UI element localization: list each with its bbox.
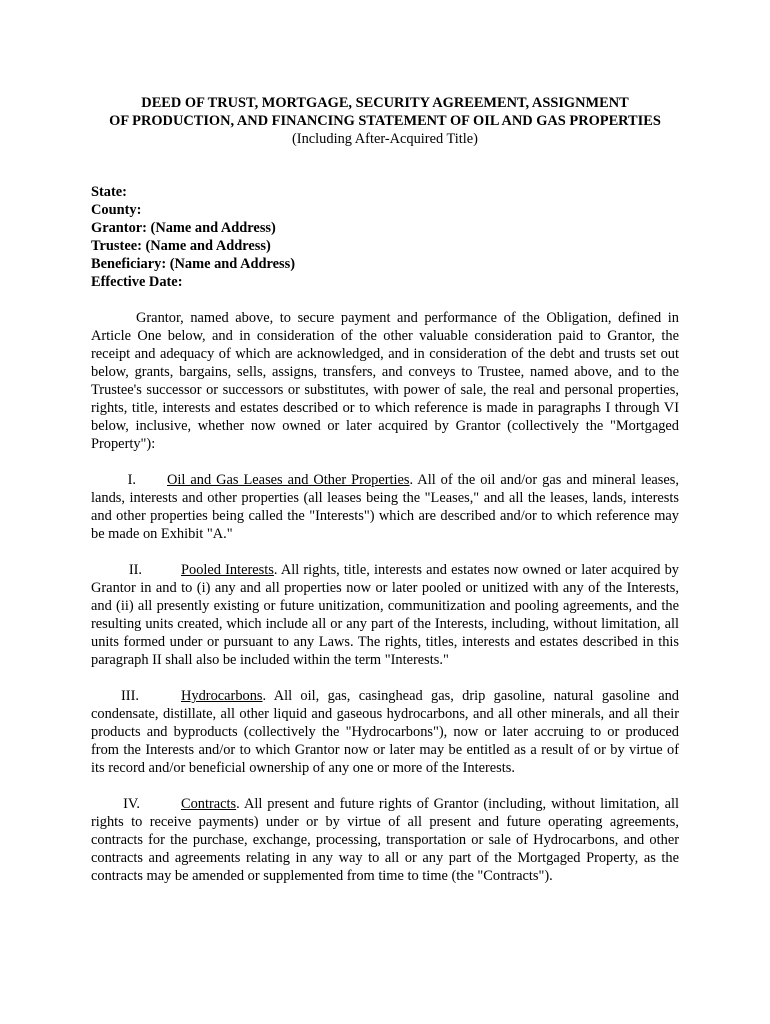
section-3-heading: Hydrocarbons [181, 688, 263, 704]
field-beneficiary: Beneficiary: (Name and Address) [91, 256, 295, 272]
section-3 [91, 687, 679, 777]
document-page [91, 94, 679, 885]
section-1 [91, 471, 679, 543]
section-1-body: . All of the oil and/or gas and mineral leases, lands, interests and other properties (all leases being the "Leases," and all the leases, lands, interests and other properties being called the "Interests") which are described and/or to which reference may be made on Exhibit "A." [91, 472, 679, 542]
field-grantor: Grantor: (Name and Address) [91, 220, 276, 236]
header-fields [91, 183, 679, 291]
document-title-line-2: OF PRODUCTION, AND FINANCING STATEMENT OF OIL AND GAS PROPERTIES [109, 113, 661, 129]
section-2-body: . All rights, title, interests and estates now owned or later acquired by Grantor in and to (i) any and all properties now or later pooled or unitized with any of the Interests, and (ii) all presently existing or future unitization, communitization and pooling agreements, and the resulting units created, which include all or any part of the Interests, including, without limitation, all units formed under or pursuant to any Laws. The rights, titles, interests and estates described in this paragraph II shall also be included within the term "Interests." [91, 562, 679, 668]
section-2-heading: Pooled Interests [181, 562, 274, 578]
section-4-heading: Contracts [181, 796, 237, 812]
section-2 [91, 561, 679, 669]
section-3-number: III. [121, 688, 139, 704]
section-4 [91, 795, 679, 885]
section-1-number: I. [127, 472, 136, 488]
field-state: State: [91, 184, 127, 200]
field-effective-date: Effective Date: [91, 274, 183, 290]
section-4-number: IV. [123, 796, 140, 812]
field-county: County: [91, 202, 142, 218]
document-subtitle: (Including After-Acquired Title) [292, 131, 478, 147]
section-3-body: . All oil, gas, casinghead gas, drip gasoline, natural gasoline and condensate, distillate, all other liquid and gaseous hydrocarbons, and all other minerals, and all their products and byproducts (collectively the "Hydrocarbons"), now or later accruing to or produced from the Interests and/or to which Grantor now or later may be entitled as a result of or by virtue of its record and/or beneficial ownership of any one or more of the Interests. [91, 688, 679, 776]
document-title-line-1: DEED OF TRUST, MORTGAGE, SECURITY AGREEMENT, ASSIGNMENT [141, 95, 629, 111]
field-trustee: Trustee: (Name and Address) [91, 238, 271, 254]
section-2-number: II. [128, 562, 142, 578]
intro-paragraph: Grantor, named above, to secure payment and performance of the Obligation, defined in Article One below, and in consideration of the other valuable consideration paid to Grantor, the receipt and adequacy of which are acknowledged, and in consideration of the debt and trusts set out below, grants, bargains, sells, assigns, transfers, and conveys to Trustee, named above, and to the Trustee's successor or successors or substitutes, with power of sale, the real and personal properties, rights, title, interests and estates described or to which reference is made in paragraphs I through VI below, inclusive, whether now owned or later acquired by Grantor (collectively the "Mortgaged Property"): [91, 310, 679, 452]
section-1-heading: Oil and Gas Leases and Other Properties [167, 472, 410, 488]
section-4-body: . All present and future rights of Grantor (including, without limitation, all rights to receive payments) under or by virtue of all present and future operating agreements, contracts for the purchase, exchange, processing, transportation or sale of Hydrocarbons, and other contracts and agreements relating in any way to all or any part of the Mortgaged Property, as the contracts may be amended or supplemented from time to time (the "Contracts"). [91, 796, 679, 884]
